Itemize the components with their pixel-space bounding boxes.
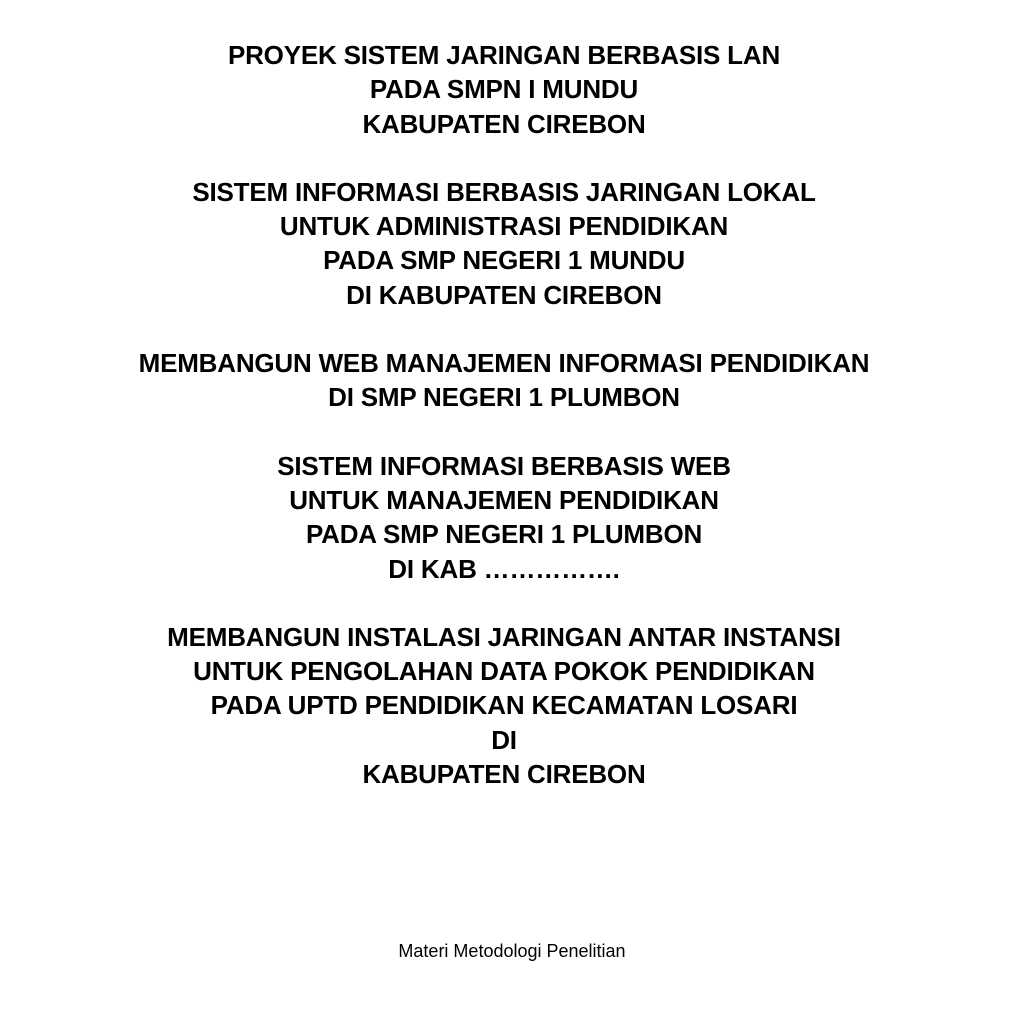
title-line: DI SMP NEGERI 1 PLUMBON	[328, 382, 680, 413]
title-line: SISTEM INFORMASI BERBASIS JARINGAN LOKAL	[192, 176, 816, 207]
title-line: PADA UPTD PENDIDIKAN KECAMATAN LOSARI	[210, 690, 798, 721]
title-block-3	[0, 346, 1008, 415]
title-line: PROYEK SISTEM JARINGAN BERBASIS LAN	[227, 40, 781, 70]
title-line: DI KABUPATEN CIREBON	[346, 279, 662, 310]
title-line: UNTUK MANAJEMEN PENDIDIKAN	[289, 484, 719, 515]
title-block-4	[0, 449, 1008, 586]
title-block-2	[0, 175, 1008, 312]
title-line: MEMBANGUN WEB MANAJEMEN INFORMASI PENDIDIKAN	[138, 348, 870, 379]
title-line: PADA SMPN I MUNDU	[369, 74, 639, 105]
title-block-5	[0, 620, 1008, 791]
title-line: KABUPATEN CIREBON	[362, 108, 646, 139]
title-line: SISTEM INFORMASI BERBASIS WEB	[277, 450, 731, 481]
footer-text: Materi Metodologi Penelitian	[398, 941, 626, 961]
title-line: UNTUK ADMINISTRASI PENDIDIKAN	[279, 211, 729, 242]
title-block-1	[0, 38, 1008, 141]
title-line: PADA SMP NEGERI 1 PLUMBON	[305, 519, 703, 550]
title-line: PADA SMP NEGERI 1 MUNDU	[323, 245, 685, 276]
title-line: KABUPATEN CIREBON	[362, 759, 646, 790]
title-line: DI KAB …………….	[388, 553, 620, 584]
title-line: UNTUK PENGOLAHAN DATA POKOK PENDIDIKAN	[193, 656, 815, 687]
title-list	[0, 38, 1008, 825]
title-line: MEMBANGUN INSTALASI JARINGAN ANTAR INSTANSI	[167, 621, 841, 652]
title-line: DI	[491, 724, 517, 755]
